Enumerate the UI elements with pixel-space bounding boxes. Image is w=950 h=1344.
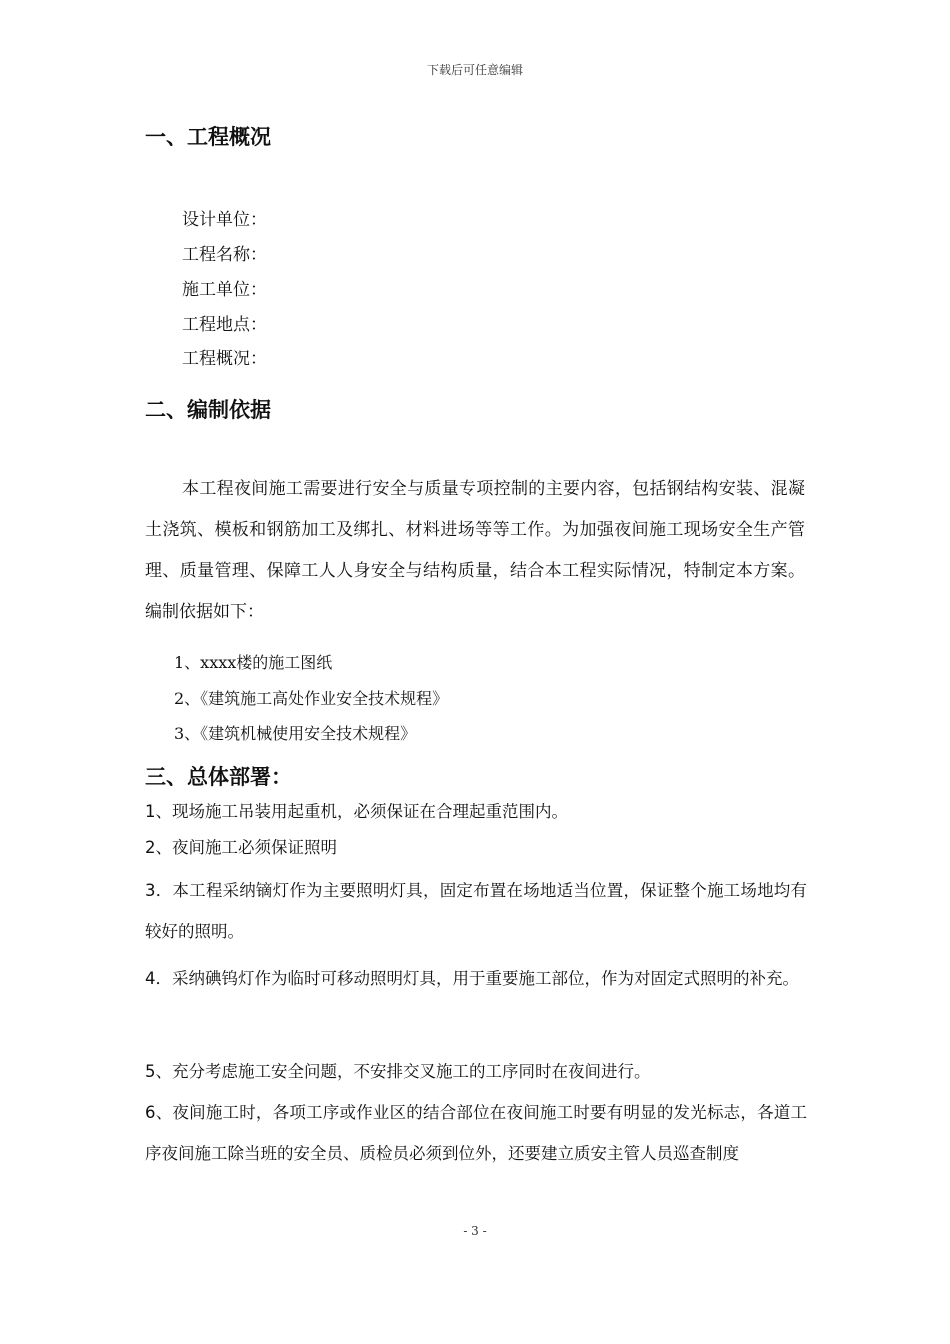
deployment-item: 4．采纳碘钨灯作为临时可移动照明灯具，用于重要施工部位，作为对固定式照明的补充。 xyxy=(145,969,799,988)
field-construction-unit: 施工单位： xyxy=(182,280,267,300)
field-design-unit: 设计单位： xyxy=(182,210,267,230)
field-project-location: 工程地点： xyxy=(182,315,267,335)
deployment-item: 5、充分考虑施工安全问题，不安排交叉施工的工序同时在夜间进行。 xyxy=(145,1062,651,1081)
section-3-title: 三、总体部署： xyxy=(145,765,292,789)
reference-item: 3、《建筑机械使用安全技术规程》 xyxy=(174,724,417,743)
page-header: 下载后可任意编辑 xyxy=(426,63,523,77)
deployment-item: 2、夜间施工必须保证照明 xyxy=(145,838,337,857)
page-number: - 3 - xyxy=(463,1224,487,1238)
field-project-overview: 工程概况： xyxy=(182,349,267,369)
basis-paragraph: 本工程夜间施工需要进行安全与质量专项控制的主要内容，包括钢结构安装、混凝土浇筑、模板和钢筋加工及绑扎、材料进场等等工作。为加强夜间施工现场安全生产管理、质量管理、保障工人人身安全与结构质量，结合本工程实际情况，特制定本方案。编制依据如下： xyxy=(145,479,805,622)
section-1-title: 一、工程概况 xyxy=(145,125,271,149)
deployment-item: 6、夜间施工时，各项工序或作业区的结合部位在夜间施工时要有明显的发光标志，各道工序夜间施工除当班的安全员、质检员必须到位外，还要建立质安主管人员巡查制度 xyxy=(145,1103,807,1163)
reference-item: 1、xxxx楼的施工图纸 xyxy=(174,653,333,672)
reference-item: 2、《建筑施工高处作业安全技术规程》 xyxy=(174,689,449,708)
deployment-item: 3．本工程采纳镝灯作为主要照明灯具，固定布置在场地适当位置，保证整个施工场地均有较好的照明。 xyxy=(145,881,807,941)
field-project-name: 工程名称： xyxy=(182,245,267,265)
section-2-title: 二、编制依据 xyxy=(145,398,271,422)
deployment-item: 1、现场施工吊装用起重机，必须保证在合理起重范围内。 xyxy=(145,802,568,821)
